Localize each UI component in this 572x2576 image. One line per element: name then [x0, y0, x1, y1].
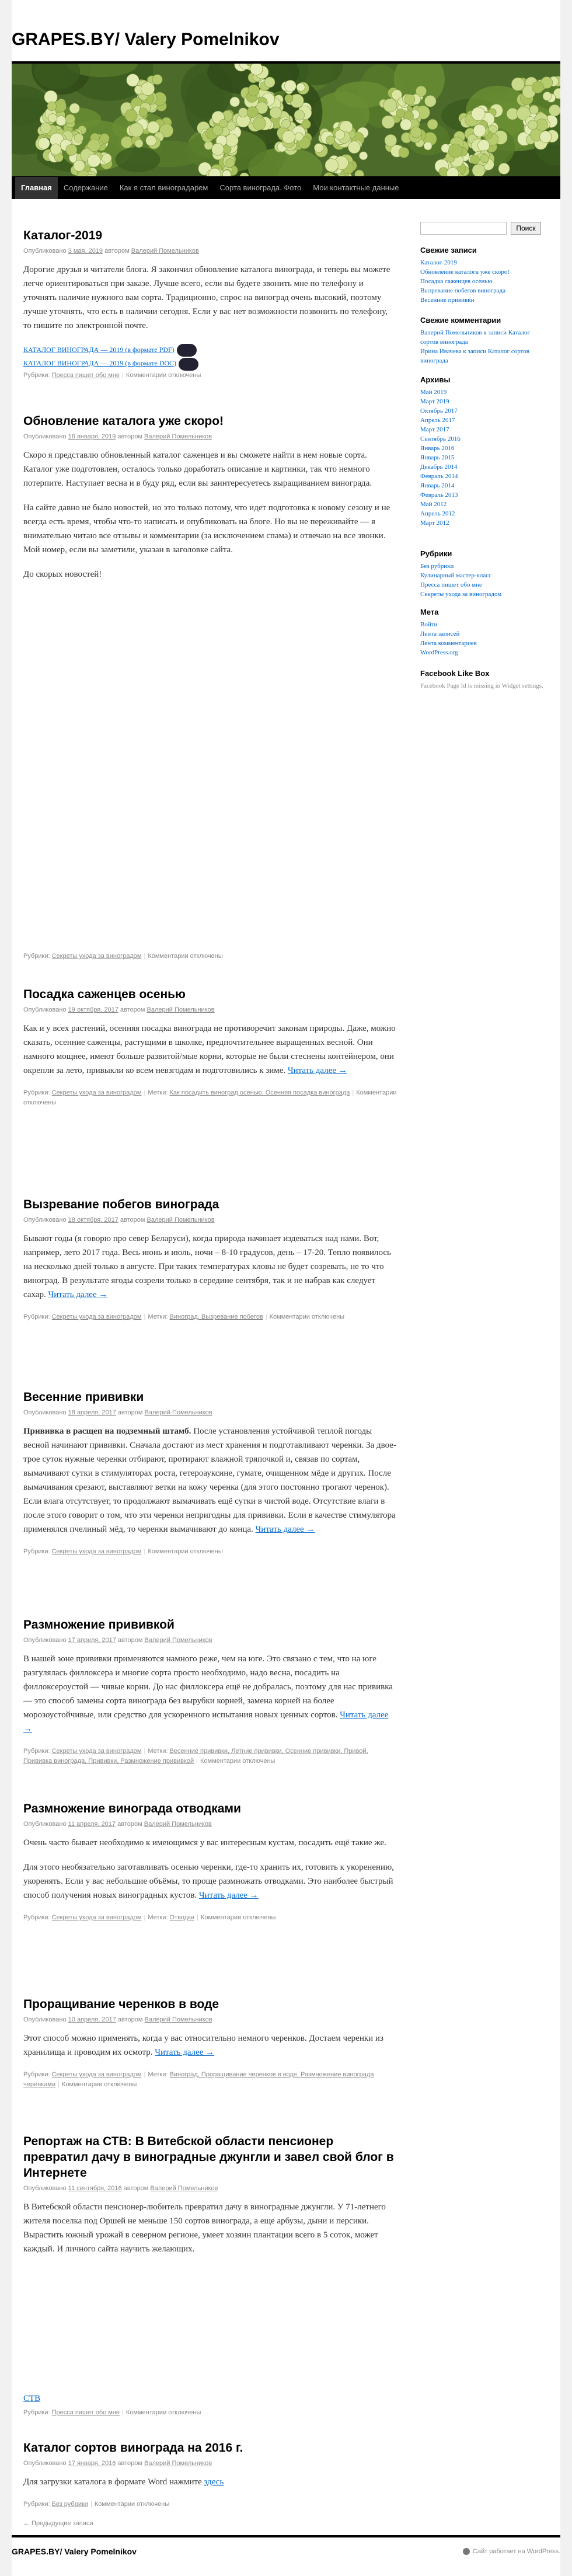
archive-link[interactable]: Октябрь 2017: [420, 407, 458, 414]
post: [23, 1389, 397, 1557]
post-date-link[interactable]: 17 апреля, 2017: [68, 1637, 116, 1644]
post-utility: Рубрики: Секреты ухода за виноградом | Комментарии отключены: [23, 953, 223, 960]
post-content: [23, 1424, 397, 1536]
nav-item-varieties[interactable]: Сорта винограда. Фото: [219, 183, 302, 192]
category-link[interactable]: Пресса пишет обо мне: [51, 2409, 120, 2416]
paragraph: Этот способ можно применять, когда у вас относительно немного черенков. Достаем черенки из хранилища и проводим их осмотр. Читать далее →: [23, 2034, 383, 2057]
download-pdf-link[interactable]: КАТАЛОГ ВИНОГРАДА — 2019 (в формате PDF): [23, 346, 175, 354]
category-link[interactable]: Секреты ухода за виноградом: [51, 1089, 142, 1096]
author-link[interactable]: Валерий Помельников: [144, 1821, 212, 1828]
download-pdf: [23, 343, 397, 357]
powered-by[interactable]: Сайт работает на WordPress.: [463, 2548, 560, 2555]
post-meta: Опубликовано 3 мая, 2019 автором Валерий Помельников: [23, 248, 199, 255]
comments-status: Комментарии отключены: [61, 2081, 137, 2088]
post-utility: Рубрики: Секреты ухода за виноградом | Метки: Весенние прививки, Летние прививки, Осенние прививки, Привой, Прививка винограда, Прививки, Размножение прививкой | Комментарии отключены: [23, 1748, 368, 1765]
paragraph: Очень часто бывает необходимо к имеющимся у вас интересным кустам, посадить ещё такие же.: [23, 1838, 386, 1848]
post-utility: Рубрики: Пресса пишет обо мне | Комментарии отключены: [23, 2409, 201, 2416]
search-input[interactable]: [420, 222, 507, 235]
post-title[interactable]: Каталог сортов винограда на 2016 г.: [23, 2441, 243, 2455]
category-link[interactable]: Пресса пишет обо мне: [51, 371, 120, 379]
author-link[interactable]: Валерий Помельников: [131, 248, 199, 255]
post-utility: Рубрики: Пресса пишет обо мне | Комментарии отключены: [23, 371, 201, 379]
paragraph: В Витебской области пенсионер-любитель превратил дачу в виноградные джунгли. У 71-летнего жителя поселка под Оршей не меньше 150 сортов винограда, а еще арбузы, дыни и персики. Вырастить южный урожай в северном регионе, умеет хозяин плантации всего в 5 соток, может каждый. И личного сайта научить желающих.: [23, 2202, 386, 2254]
post-utility: Рубрики: Секреты ухода за виноградом | Метки: Виноград, Вызревание побегов | Комментарии отключены: [23, 1313, 345, 1320]
post-date-link[interactable]: 11 сентября, 2016: [68, 2185, 122, 2192]
archive-link[interactable]: Декабрь 2014: [420, 463, 458, 470]
post: [23, 1197, 397, 1322]
post-content: [23, 1836, 397, 1902]
post-content: [23, 448, 397, 581]
post-date-link[interactable]: 19 октября, 2017: [68, 1006, 118, 1013]
archive-link[interactable]: Февраль 2013: [420, 492, 458, 499]
facebook-error-text: Facebook Page Id is missing in Widget settings.: [420, 682, 543, 689]
download-word-link[interactable]: здесь: [204, 2477, 224, 2487]
post: [23, 1617, 397, 1766]
archive-link[interactable]: Март 2017: [420, 426, 449, 433]
post: [23, 1801, 397, 1923]
post-meta: Опубликовано 16 января, 2019 автором Валерий Помельников: [23, 433, 212, 440]
paragraph: Прививка в расщеп на подземный штамб. После установления устойчивой теплой погоды весной начинают прививки. Сначала достают из мест хранения и подготавливают черенки. За двое-трое суток нужные черенки отбирают, протирают влажной тряпочкой и, связав по сортам, вымачивают сутки в стимуляторах роста, гетероауксине, гумате, очищенном мёде и других. После вымачивания срезают, выставляют ветки на кожу черенка (для этого постоянно трогают черенок). Если влага отсутствует, то продолжают вымачивать ещё сутки в чистой воде. Отсутствие влаги в после этого говорит о том, что эти черенки непригодны для прививки. Если в качестве стимулятора применялся пчелиный мёд, то черенки вымачивают до конца. Читать далее →: [23, 1427, 396, 1534]
paragraph: Для этого необязательно заготавливать осенью черенки, где-то хранить их, готовить к укоренению, укоренять. Если у вас небольшие объёмы, то проще размножать отводками. Это наиболее быстрый способ получения новых виноградных кустов. Читать далее →: [23, 1863, 394, 1900]
paragraph: На сайте давно не было новостей, но это только потому, что идет подготовка к новому сезону и не всегда есть время, чтобы что-то написать и опубликовать на блоге. Но вы не переживайте — я внимательно читаю все отзывы и комментарии (за исключением спама) и отвечаю на все звонки. Мой номер, если вы заметили, указан в заголовке сайта.: [23, 503, 390, 555]
category-link[interactable]: Секреты ухода за виноградом: [51, 1914, 142, 1921]
category-link[interactable]: Секреты ухода за виноградом: [420, 591, 502, 598]
comments-status: Комментарии отключены: [125, 371, 201, 379]
download-cloud-icon[interactable]: [179, 358, 198, 371]
comments-feed-link[interactable]: Лента комментариев: [420, 640, 477, 647]
comments-status: Комментарии отключены: [148, 1548, 223, 1555]
footer-site-title[interactable]: GRAPES.BY/ Valery Pomelnikov: [12, 2547, 137, 2556]
author-link[interactable]: Валерий Помельников: [144, 2460, 212, 2467]
recent-comment-link[interactable]: Валерий Помельников к записи Каталог сортов винограда: [420, 329, 530, 346]
category-link[interactable]: Пресса пишет обо мне: [420, 581, 482, 588]
tags-link[interactable]: Отводки: [169, 1914, 195, 1921]
widget-title: Рубрики: [420, 549, 452, 558]
download-doc: [23, 357, 397, 370]
tags-link[interactable]: Весенние прививки, Летние прививки, Осенние прививки, Привой, Прививка винограда, Прививки, Размножение прививкой: [23, 1748, 368, 1765]
author-link[interactable]: Валерий Помельников: [150, 2185, 218, 2192]
archive-link[interactable]: Январь 2014: [420, 482, 455, 489]
post-meta: Опубликовано 18 апреля, 2017 автором Валерий Помельников: [23, 1409, 212, 1416]
post-utility: Рубрики: Секреты ухода за виноградом | Метки: Отводки | Комментарии отключены: [23, 1914, 276, 1921]
search-button[interactable]: Поиск: [511, 222, 541, 235]
author-link[interactable]: Валерий Помельников: [144, 1637, 212, 1644]
category-link[interactable]: Без рубрики: [420, 563, 454, 570]
post-utility: Рубрики: Секреты ухода за виноградом | Метки: Как посадить виноград осенью, Осенняя посадка винограда | Комментарии отключены: [23, 1089, 397, 1106]
archive-link[interactable]: Март 2012: [420, 520, 449, 527]
post-date-link[interactable]: 18 апреля, 2017: [68, 1409, 116, 1416]
post-title[interactable]: Размножение прививкой: [23, 1618, 175, 1632]
recent-post-link[interactable]: Каталог-2019: [420, 259, 457, 266]
post-content: [23, 2475, 397, 2489]
post-date-link[interactable]: 3 мая, 2019: [68, 248, 103, 255]
read-more-link[interactable]: Читать далее →: [287, 1066, 347, 1075]
widget-recent-posts: [420, 245, 549, 305]
read-more-link[interactable]: Читать далее →: [155, 2048, 215, 2057]
post-title[interactable]: Репортаж на СТВ: В Витебской области пенсионер превратил дачу в виноградные джунгли и завел свой блог в Интернете: [23, 2135, 394, 2180]
post-meta: Опубликовано 19 октября, 2017 автором Валерий Помельников: [23, 1006, 215, 1013]
widget-facebook: [420, 668, 549, 691]
comments-status: Комментарии отключены: [23, 1089, 397, 1106]
category-link[interactable]: Секреты ухода за виноградом: [51, 1548, 142, 1555]
login-link[interactable]: Войти: [420, 621, 438, 628]
tags-link[interactable]: Виноград, Проращивание черенков в воде, Размножение винограда черенками: [23, 2071, 374, 2088]
nav-item-about[interactable]: Как я стал виноградарем: [119, 183, 208, 192]
nav-item-contents[interactable]: Содержание: [63, 183, 108, 192]
post-title[interactable]: Каталог-2019: [23, 229, 103, 242]
post-content: [23, 2200, 397, 2256]
read-more-link[interactable]: Читать далее →: [48, 1290, 108, 1299]
post-title[interactable]: Посадка саженцев осенью: [23, 988, 186, 1001]
archive-link[interactable]: Май 2012: [420, 501, 447, 508]
post-content: [23, 2031, 397, 2059]
post-date-link[interactable]: 10 апреля, 2017: [68, 2016, 116, 2023]
grapes-photo: [12, 64, 560, 177]
comments-status: Комментарии отключены: [94, 2501, 170, 2508]
read-more-link[interactable]: Читать далее →: [23, 1710, 389, 1734]
post-utility: Рубрики: Секреты ухода за виноградом | Метки: Виноград, Проращивание черенков в воде, Размножение винограда черенками | Комментарии отключены: [23, 2071, 374, 2088]
paragraph: Бывают годы (я говорю про север Беларуси), когда природа начинает издеваться над нами. Вот, например, лето 2017 года. Весь июнь и июль, ночи – 8-10 градусов, день – 17-20. Тепло появилось на несколько дней только в августе. При таких температурах кловы не будет созревать, не то что виноград. В результате ягоды созрели только в середине сентября, так и не набрав как следует сахар. Читать далее →: [23, 1234, 391, 1299]
post-meta: Опубликовано 18 октября, 2017 автором Валерий Помельников: [23, 1216, 215, 1223]
widget-archives: [420, 375, 549, 528]
author-link[interactable]: Валерий Помельников: [144, 1409, 212, 1416]
category-link[interactable]: Без рубрики: [51, 2501, 88, 2508]
archive-link[interactable]: Май 2019: [420, 389, 447, 396]
category-link[interactable]: Секреты ухода за виноградом: [51, 1313, 142, 1320]
stv-link[interactable]: СТВ: [23, 2394, 41, 2403]
comments-status: Комментарии отключены: [125, 2409, 201, 2416]
post-date-link[interactable]: 17 января, 2016: [68, 2460, 116, 2467]
post: [23, 987, 397, 1108]
wordpress-icon: [463, 2548, 470, 2555]
post-title[interactable]: Размножение винограда отводками: [23, 1802, 241, 1815]
site-title[interactable]: GRAPES.BY/ Valery Pomelnikov: [12, 30, 280, 49]
post-content: [23, 1022, 397, 1078]
post-title[interactable]: Вызревание побегов винограда: [23, 1198, 219, 1211]
post-title[interactable]: Обновление каталога уже скоро!: [23, 414, 224, 428]
paragraph: До скорых новостей!: [23, 570, 102, 579]
author-link[interactable]: Валерий Помельников: [144, 433, 212, 440]
wordpress-link[interactable]: WordPress.org: [420, 649, 458, 656]
post-meta: Опубликовано 17 апреля, 2017 автором Валерий Помельников: [23, 1637, 212, 1644]
post-utility: Рубрики: Без рубрики | Комментарии отключены: [23, 2501, 170, 2508]
older-posts-link[interactable]: ← Предыдущие записи: [23, 2520, 93, 2527]
author-link[interactable]: Валерий Помельников: [144, 2016, 212, 2023]
post-meta: Опубликовано 17 января, 2016 автором Валерий Помельников: [23, 2460, 212, 2467]
widget-title: Свежие комментарии: [420, 316, 501, 325]
nav-item-contacts[interactable]: Мои контактные данные: [313, 183, 399, 192]
main-navigation: [12, 177, 560, 199]
download-cloud-icon[interactable]: [177, 344, 197, 357]
paragraph: Скоро я представлю обновленный каталог саженцев и вы сможете найти в нем новые сорта. Каталог уже подготовлен, осталось только доработать описание и картинки, так что немного потерпите. Наступает весна и в буду ряд, если вы заинтересуетесь выращиванием винограда.: [23, 451, 372, 488]
widget-title: Архивы: [420, 375, 451, 384]
author-link[interactable]: Валерий Помельников: [147, 1216, 215, 1223]
paragraph: Как и у всех растений, осенняя посадка винограда не противоречит законам природы. Даже, можно сказать, осенние саженцы, растущими в школке, предпочтительнее выращенных весной. Они намного мощнее, имеют больше развитой/мые корни, которые не были стеснены контейнером, они окрепли за лето, привыкли ко всем невзгодам и подготовились к зиме. Читать далее →: [23, 1024, 396, 1075]
category-link[interactable]: Секреты ухода за виноградом: [51, 1748, 142, 1755]
recent-post-link[interactable]: Обновление каталога уже скоро!: [420, 269, 510, 276]
post-content: [23, 1232, 397, 1302]
category-link[interactable]: Секреты ухода за виноградом: [51, 2071, 142, 2078]
post-meta: Опубликовано 10 апреля, 2017 автором Валерий Помельников: [23, 2016, 212, 2023]
post-utility: Рубрики: Секреты ухода за виноградом | Комментарии отключены: [23, 1548, 223, 1555]
video-link: [23, 2392, 397, 2406]
download-doc-link[interactable]: КАТАЛОГ ВИНОГРАДА — 2019 (в формате DOC): [23, 359, 177, 368]
post-date-link[interactable]: 11 апреля, 2017: [68, 1821, 116, 1828]
post-title[interactable]: Проращивание черенков в воде: [23, 1998, 219, 2011]
post-title[interactable]: Весенние прививки: [23, 1390, 144, 1404]
archive-link[interactable]: Март 2019: [420, 398, 449, 405]
widget-title: Свежие записи: [420, 246, 477, 255]
category-link[interactable]: Секреты ухода за виноградом: [51, 953, 142, 960]
post: [23, 2440, 397, 2509]
post: [23, 2134, 397, 2267]
archive-link[interactable]: Сентябрь 2016: [420, 435, 461, 442]
post-date-link[interactable]: 18 октября, 2017: [68, 1216, 118, 1223]
archive-link[interactable]: Январь 2015: [420, 454, 455, 461]
archive-link[interactable]: Апрель 2012: [420, 510, 455, 517]
comments-status: Комментарии отключены: [200, 1914, 276, 1921]
tags-link[interactable]: Как посадить виноград осенью, Осенняя посадка винограда: [169, 1089, 350, 1096]
read-more-link[interactable]: Читать далее →: [198, 1891, 259, 1900]
footer: [12, 2535, 560, 2564]
archive-link[interactable]: Апрель 2017: [420, 417, 455, 424]
comments-status: Комментарии отключены: [200, 1758, 275, 1765]
post-content: [23, 263, 397, 371]
post-date-link[interactable]: 16 января, 2019: [68, 433, 116, 440]
paragraph: Для загрузки каталога в формате Word нажмите здесь: [23, 2477, 224, 2487]
post-content: [23, 1652, 397, 1736]
recent-comment-link[interactable]: Ирина Ивачева к записи Каталог сортов винограда: [420, 348, 529, 364]
paragraph: Дорогие друзья и читатели блога. Я закончил обновление каталога винограда, и теперь вы можете легче ориентироваться при заказе. Лучше всего, если вы будете звонить мне по телефону и уточнять наличие нужного вам сорта. Традиционно, спрос на виноград очень высокий, поэтому лучше уточнять, что есть в наличии сегодня. Если у вас нет возможности позвонить по телефону, то пишите по электронной почте.: [23, 265, 390, 330]
header-image: [12, 61, 560, 177]
archive-link[interactable]: Январь 2016: [420, 445, 455, 452]
post: [23, 228, 397, 381]
author-link[interactable]: Валерий Помельников: [147, 1006, 215, 1013]
widget-meta: [420, 607, 549, 657]
entries-feed-link[interactable]: Лента записей: [420, 630, 460, 637]
widget-categories: [420, 549, 549, 599]
paragraph: В нашей зоне прививки применяются намного реже, чем на юге. Это связано с тем, что на юге разгулялась филлоксера и многие сорта просто необходимо, надо весна, посадить на филлоксероустой — чивые корни. До нас филлоксера ещё не добралась, поэтому для нас прививка — это способ замены сорта винограда без вырубки корней, замена корней на более морозоустойчивые, или средство для ускоренного испытания новых ценных сортов. Читать далее →: [23, 1654, 393, 1734]
nav-item-home[interactable]: Главная: [15, 177, 58, 199]
post-meta: Опубликовано 11 апреля, 2017 автором Валерий Помельников: [23, 1821, 212, 1828]
recent-post-link[interactable]: Весенние прививки: [420, 297, 475, 304]
post: [23, 1996, 397, 2090]
recent-post-link[interactable]: Вызревание побегов винограда: [420, 287, 506, 294]
widget-title: Мета: [420, 608, 439, 616]
read-more-link[interactable]: Читать далее →: [255, 1525, 315, 1534]
archive-link[interactable]: Февраль 2014: [420, 473, 458, 480]
comments-status: Комментарии отключены: [148, 953, 223, 960]
recent-post-link[interactable]: Посадка саженцев осенью: [420, 278, 493, 285]
post: [23, 413, 397, 592]
post-meta: Опубликовано 11 сентября, 2016 автором Валерий Помельников: [23, 2185, 218, 2192]
category-link[interactable]: Кулинарный мастер-класс: [420, 572, 492, 579]
comments-status: Комментарии отключены: [269, 1313, 345, 1320]
tags-link[interactable]: Виноград, Вызревание побегов: [169, 1313, 263, 1320]
widget-title: Facebook Like Box: [420, 669, 490, 678]
widget-recent-comments: [420, 315, 549, 365]
